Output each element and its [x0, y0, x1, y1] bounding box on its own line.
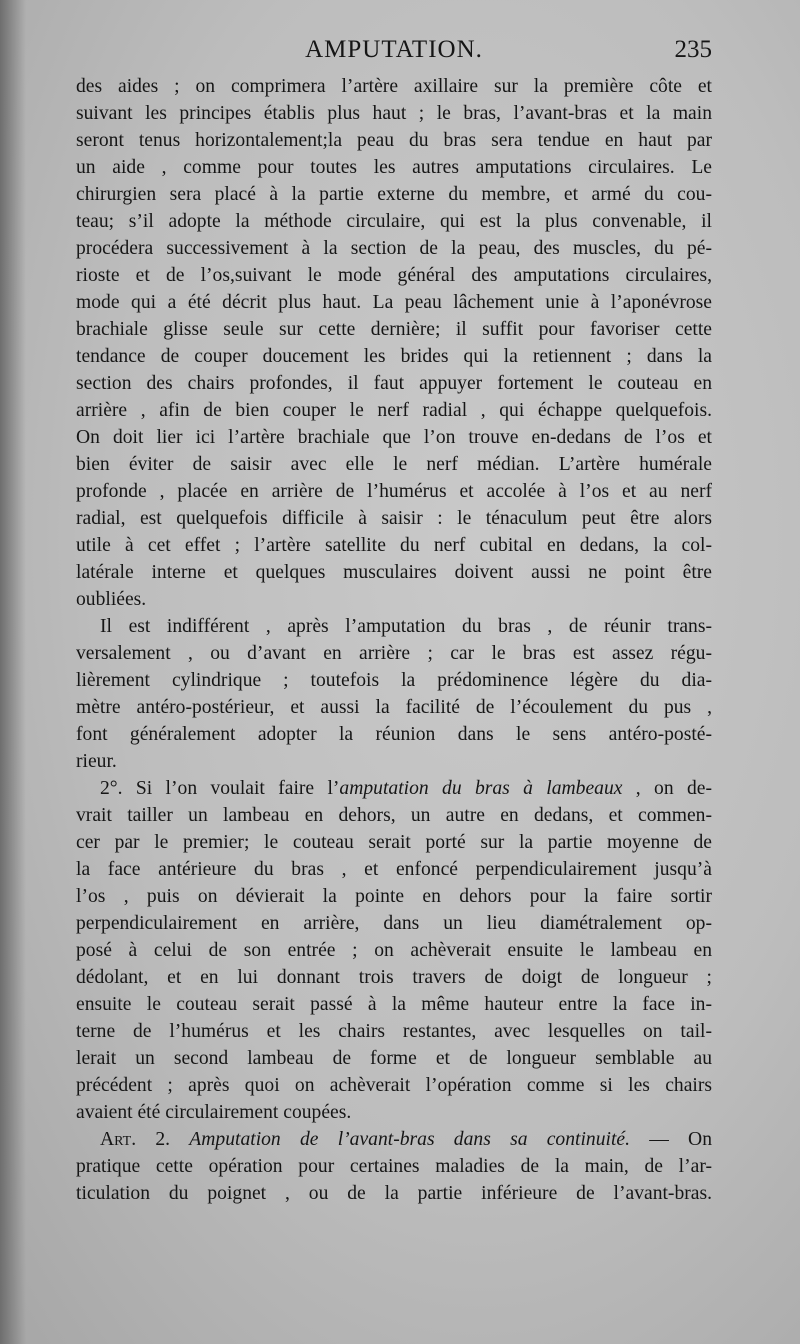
italic-term: amputation du bras à lambeaux: [339, 778, 623, 799]
text-line: ensuite le couteau serait passé à la même hauteur entre la face in-: [76, 994, 712, 1015]
article-title: Amputation de l’avant-bras dans sa continuité.: [189, 1129, 630, 1150]
text-segment: , on de-: [622, 778, 712, 799]
text-line: la face antérieure du bras , et enfoncé perpendiculairement jusqu’à: [76, 859, 712, 880]
text-line: tendance de couper doucement les brides qui la retiennent ; dans la: [76, 346, 712, 367]
text-line: terne de l’humérus et les chairs restantes, avec lesquelles on tail-: [76, 1021, 712, 1042]
text-line: dédolant, et en lui donnant trois travers de doigt de longueur ;: [76, 967, 712, 988]
text-line: [76, 775, 712, 802]
text-line: oubliées.: [76, 589, 147, 610]
text-line: mode qui a été décrit plus haut. La peau lâchement unie à l’aponévrose: [76, 292, 712, 313]
text-line: un aide , comme pour toutes les autres amputations circulaires. Le: [76, 157, 712, 178]
text-line: précédent ; après quoi on achèverait l’opération comme si les chairs: [76, 1075, 712, 1096]
text-line: font généralement adopter la réunion dans le sens antéro-posté-: [76, 724, 712, 745]
text-line: vrait tailler un lambeau en dehors, un autre en dedans, et commen-: [76, 805, 712, 826]
text-line: brachiale glisse seule sur cette dernière; il suffit pour favoriser cette: [76, 319, 712, 340]
paragraph-3: [76, 775, 712, 1126]
paragraph-4: [76, 1126, 712, 1207]
binding-shadow: [0, 0, 26, 1344]
text-line: perpendiculairement en arrière, dans un lieu diamétralement op-: [76, 913, 712, 934]
text-line: versalement , ou d’avant en arrière ; car le bras est assez régu-: [76, 643, 712, 664]
text-line: mètre antéro-postérieur, et aussi la facilité de l’écoulement du pus ,: [76, 697, 712, 718]
text-line: procédera successivement à la section de la peau, des muscles, du pé-: [76, 238, 712, 259]
text-line: posé à celui de son entrée ; on achèverait ensuite le lambeau en: [76, 940, 712, 961]
text-line: teau; s’il adopte la méthode circulaire, qui est la plus convenable, il: [76, 211, 712, 232]
text-line: seront tenus horizontalement;la peau du bras sera tendue en haut par: [76, 130, 712, 151]
text-line: lerait un second lambeau de forme et de longueur semblable au: [76, 1048, 712, 1069]
text-line: utile à cet effet ; l’artère satellite du nerf cubital en dedans, la col-: [76, 535, 712, 556]
text-line: suivant les principes établis plus haut ; le bras, l’avant-bras et la main: [76, 103, 712, 124]
text-line: ticulation du poignet , ou de la partie inférieure de l’avant-bras.: [76, 1183, 712, 1204]
text-line: bien éviter de saisir avec elle le nerf médian. L’artère humérale: [76, 454, 712, 475]
text-line: avaient été circulairement coupées.: [76, 1102, 352, 1123]
running-title: AMPUTATION.: [305, 36, 483, 63]
section-heading-line: [76, 1126, 712, 1153]
text-line: Il est indifférent , après l’amputation du bras , de réunir trans-: [100, 616, 712, 637]
page-header: [76, 36, 712, 70]
text-line: radial, est quelquefois difficile à saisir : le ténaculum peut être alors: [76, 508, 712, 529]
paragraph-1: [76, 73, 712, 613]
text-line: cer par le premier; le couteau serait porté sur la partie moyenne de: [76, 832, 712, 853]
text-line: latérale interne et quelques musculaires doivent aussi ne point être: [76, 562, 712, 583]
text-line: des aides ; on comprimera l’artère axillaire sur la première côte et: [76, 76, 712, 97]
text-line: pratique cette opération pour certaines maladies de la main, de l’ar-: [76, 1156, 712, 1177]
text-line: profonde , placée en arrière de l’humérus et accolée à l’os et au nerf: [76, 481, 712, 502]
text-line: lièrement cylindrique ; toutefois la prédominence légère du dia-: [76, 670, 712, 691]
text-segment: 2°. Si l’on voulait faire l’: [100, 778, 340, 799]
text-line: chirurgien sera placé à la partie externe du membre, et armé du cou-: [76, 184, 712, 205]
text-line: arrière , afin de bien couper le nerf radial , qui échappe quelquefois.: [76, 400, 712, 421]
text-line: section des chairs profondes, il faut appuyer fortement le couteau en: [76, 373, 712, 394]
article-number: 2.: [136, 1129, 190, 1150]
article-label: Art.: [100, 1129, 137, 1150]
text-line: rioste et de l’os,suivant le mode général des amputations circulaires,: [76, 265, 712, 286]
paragraph-2: [76, 613, 712, 775]
page-number: 235: [674, 36, 712, 63]
body-text: [76, 73, 712, 1207]
text-line: l’os , puis on dévierait la pointe en dehors pour la faire sortir: [76, 886, 712, 907]
text-line: rieur.: [76, 751, 117, 772]
text-segment: — On: [629, 1129, 712, 1150]
text-line: On doit lier ici l’artère brachiale que l’on trouve en-dedans de l’os et: [76, 427, 712, 448]
